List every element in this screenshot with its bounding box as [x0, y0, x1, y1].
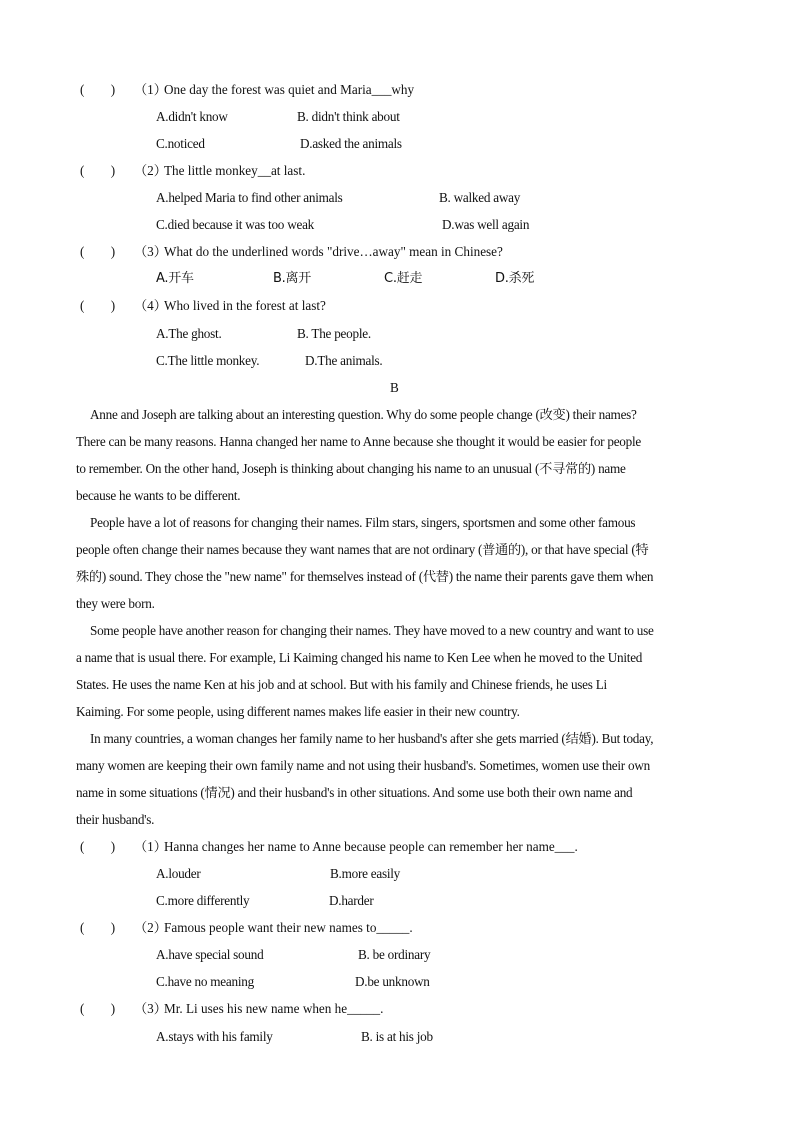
option-c: C.赶走	[384, 271, 423, 286]
answer-blank[interactable]: ( )	[80, 82, 116, 97]
option-c: C.noticed	[156, 136, 205, 151]
passage-line: 殊的) sound. They chose the "new name" for themselves instead of (代替) the name their parents gave them when	[76, 569, 654, 584]
answer-blank[interactable]: ( )	[80, 920, 116, 935]
option-b: B.more easily	[330, 866, 400, 881]
question-b3	[80, 1001, 383, 1017]
passage-line: Anne and Joseph are talking about an interesting question. Why do some people change (改变) their names?	[90, 407, 637, 422]
passage-line: their husband's.	[76, 812, 155, 827]
question-a1	[80, 82, 414, 98]
passage-line: name in some situations (情况) and their husband's in other situations. And some use both their own name and	[76, 785, 633, 800]
option-b: B. walked away	[439, 190, 521, 205]
answer-blank[interactable]: ( )	[80, 1001, 116, 1016]
question-number: （1）	[134, 82, 167, 97]
option-d: D.harder	[329, 893, 374, 908]
passage-line: to remember. On the other hand, Joseph is thinking about changing his name to an unusual (不寻常的) name	[76, 461, 626, 476]
question-b2	[80, 920, 413, 936]
option-c: C.more differently	[156, 893, 250, 908]
passage-line: a name that is usual there. For example, Li Kaiming changed his name to Ken Lee when he moved to the United	[76, 650, 643, 665]
option-c: C.have no meaning	[156, 974, 254, 989]
question-stem: Hanna changes her name to Anne because people can remember her name___.	[164, 839, 578, 854]
question-number: （2）	[134, 920, 167, 935]
passage-line: People have a lot of reasons for changing their names. Film stars, singers, sportsmen and some other famous	[90, 515, 636, 530]
option-a: A.louder	[156, 866, 201, 881]
passage-line: In many countries, a woman changes her family name to her husband's after she gets married (结婚). But today,	[90, 731, 654, 746]
question-a3	[80, 244, 503, 260]
question-a2	[80, 163, 305, 179]
option-b: B. didn't think about	[297, 109, 400, 124]
passage-line: people often change their names because they want names that are not ordinary (普通的), or that have special (特	[76, 542, 649, 557]
option-a: A.开车	[156, 271, 194, 286]
question-stem: Famous people want their new names to_____.	[164, 920, 413, 935]
question-number: （3）	[134, 244, 167, 259]
passage-line: There can be many reasons. Hanna changed her name to Anne because she thought it would be easier for people	[76, 434, 641, 449]
option-a: A.stays with his family	[156, 1029, 273, 1044]
option-a: A.have special sound	[156, 947, 264, 962]
option-d: D.The animals.	[305, 353, 383, 368]
question-stem: The little monkey__at last.	[164, 163, 306, 178]
question-number: （3）	[134, 1001, 167, 1016]
passage-line: many women are keeping their own family name and not using their husband's. Sometimes, women use their own	[76, 758, 650, 773]
option-c: C.The little monkey.	[156, 353, 260, 368]
option-d: D.asked the animals	[300, 136, 402, 151]
answer-blank[interactable]: ( )	[80, 163, 116, 178]
passage-line: States. He uses the name Ken at his job and at school. But with his family and Chinese friends, he uses Li	[76, 677, 607, 692]
question-number: （2）	[134, 163, 167, 178]
section-heading: B	[390, 380, 399, 395]
option-d: D.杀死	[495, 271, 535, 286]
question-stem: Who lived in the forest at last?	[164, 298, 326, 313]
question-number: （4）	[134, 298, 167, 313]
option-a: A.The ghost.	[156, 326, 222, 341]
option-c: C.died because it was too weak	[156, 217, 315, 232]
answer-blank[interactable]: ( )	[80, 839, 116, 854]
passage-line: because he wants to be different.	[76, 488, 241, 503]
question-stem: Mr. Li uses his new name when he_____.	[164, 1001, 384, 1016]
question-a4	[80, 298, 326, 314]
option-d: D.was well again	[442, 217, 530, 232]
option-b: B. The people.	[297, 326, 371, 341]
option-b: B. is at his job	[361, 1029, 433, 1044]
passage-line: they were born.	[76, 596, 155, 611]
option-b: B. be ordinary	[358, 947, 431, 962]
option-a: A.helped Maria to find other animals	[156, 190, 343, 205]
option-d: D.be unknown	[355, 974, 430, 989]
question-stem: What do the underlined words "drive…away" mean in Chinese?	[164, 244, 503, 259]
passage-line: Kaiming. For some people, using different names makes life easier in their new country.	[76, 704, 520, 719]
answer-blank[interactable]: ( )	[80, 244, 116, 259]
option-b: B.离开	[273, 271, 312, 286]
question-b1	[80, 839, 578, 855]
passage-line: Some people have another reason for changing their names. They have moved to a new country and want to use	[90, 623, 654, 638]
question-number: （1）	[134, 839, 167, 854]
question-stem: One day the forest was quiet and Maria___why	[164, 82, 415, 97]
answer-blank[interactable]: ( )	[80, 298, 116, 313]
option-a: A.didn't know	[156, 109, 228, 124]
